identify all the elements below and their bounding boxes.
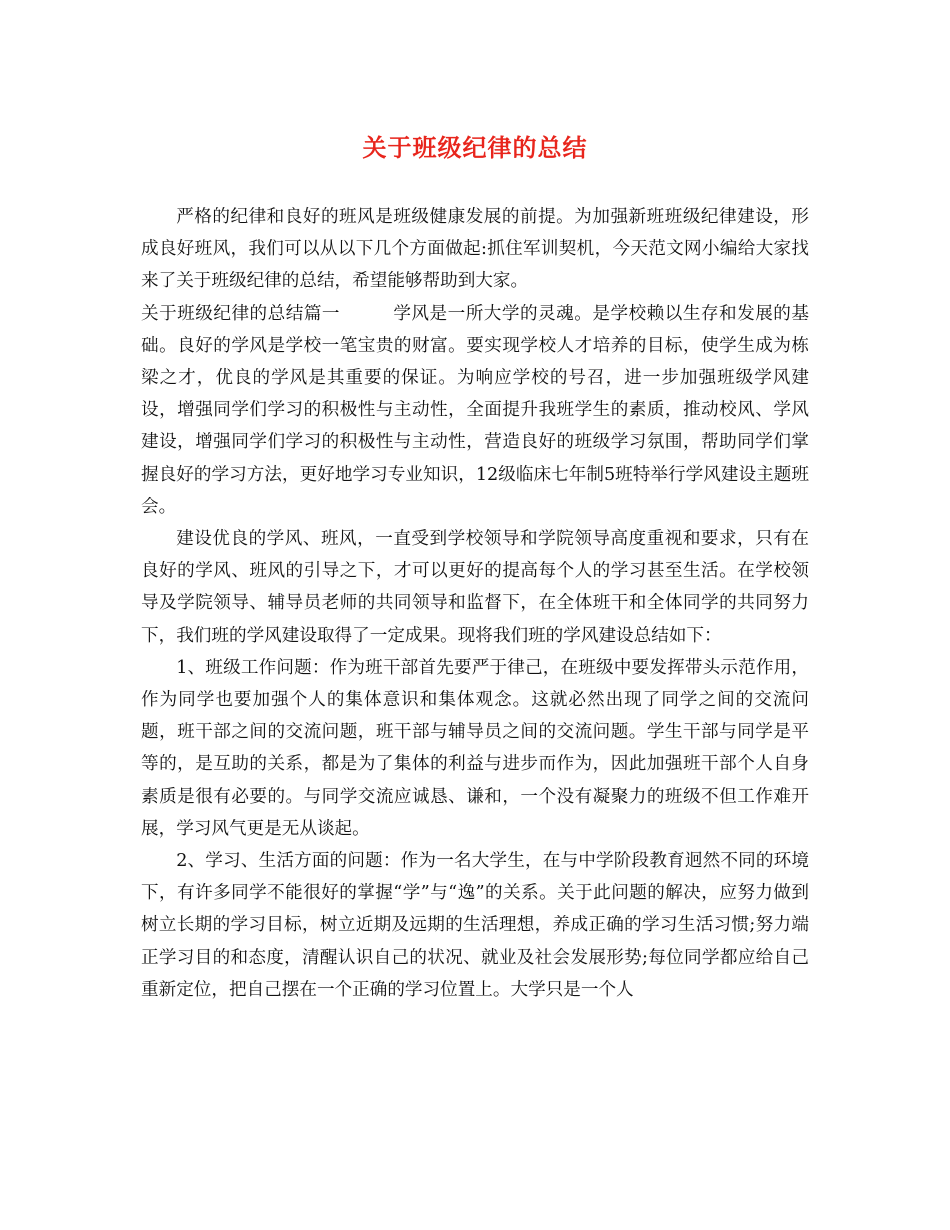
paragraph-intro: 严格的纪律和良好的班风是班级健康发展的前提。为加强新班班级纪律建设，形成良好班风，我们可以从以下几个方面做起:抓住军训契机，今天范文网小编给大家找来了关于班级纪律的总结，希望能够帮助到大家。 <box>141 207 809 292</box>
section-text: 学风是一所大学的灵魂。是学校赖以生存和发展的基础。良好的学风是学校一笔宝贵的财富。要实现学校人才培养的目标，使学生成为栋梁之才，优良的学风是其重要的保证。为响应学校的号召，进一步加强班级学风建设，增强同学们学习的积极性与主动性，全面提升我班学生的素质，推动校风、学风建设，增强同学们学习的积极性与主动性，营造良好的班级学习氛围，帮助同学们掌握良好的学习方法，更好地学习专业知识，12级临床七年制5班特举行学风建设主题班会。 <box>141 303 809 517</box>
document-body <box>141 201 809 1006</box>
section-heading: 关于班级纪律的总结篇一 <box>141 303 341 324</box>
paragraph-section-one <box>141 298 809 523</box>
document-title: 关于班级纪律的总结 <box>362 133 588 162</box>
paragraph-construction: 建设优良的学风、班风，一直受到学校领导和学院领导高度重视和要求，只有在良好的学风、班风的引导之下，才可以更好的提高每个人的学习甚至生活。在学校领导及学院领导、辅导员老师的共同领导和监督下，在全体班干和全体同学的共同努力下，我们班的学风建设取得了一定成果。现将我们班的学风建设总结如下： <box>141 529 809 646</box>
paragraph-class-work: 1、班级工作问题：作为班干部首先要严于律己，在班级中要发挥带头示范作用，作为同学也要加强个人的集体意识和集体观念。这就必然出现了同学之间的交流问题，班干部之间的交流问题，班干部与辅导员之间的交流问题。学生干部与同学是平等的，是互助的关系，都是为了集体的利益与进步而作为，因此加强班干部个人自身素质是很有必要的。与同学交流应诚恳、谦和，一个没有凝聚力的班级不但工作难开展，学习风气更是无从谈起。 <box>141 657 809 839</box>
paragraph-study-life: 2、学习、生活方面的问题：作为一名大学生，在与中学阶段教育迥然不同的环境下，有许多同学不能很好的掌握“学”与“逸”的关系。关于此问题的解决，应努力做到树立长期的学习目标，树立近期及远期的生活理想，养成正确的学习生活习惯;努力端正学习目的和态度，清醒认识自己的状况、就业及社会发展形势;每位同学都应给自己重新定位，把自己摆在一个正确的学习位置上。大学只是一个人 <box>141 851 809 1000</box>
